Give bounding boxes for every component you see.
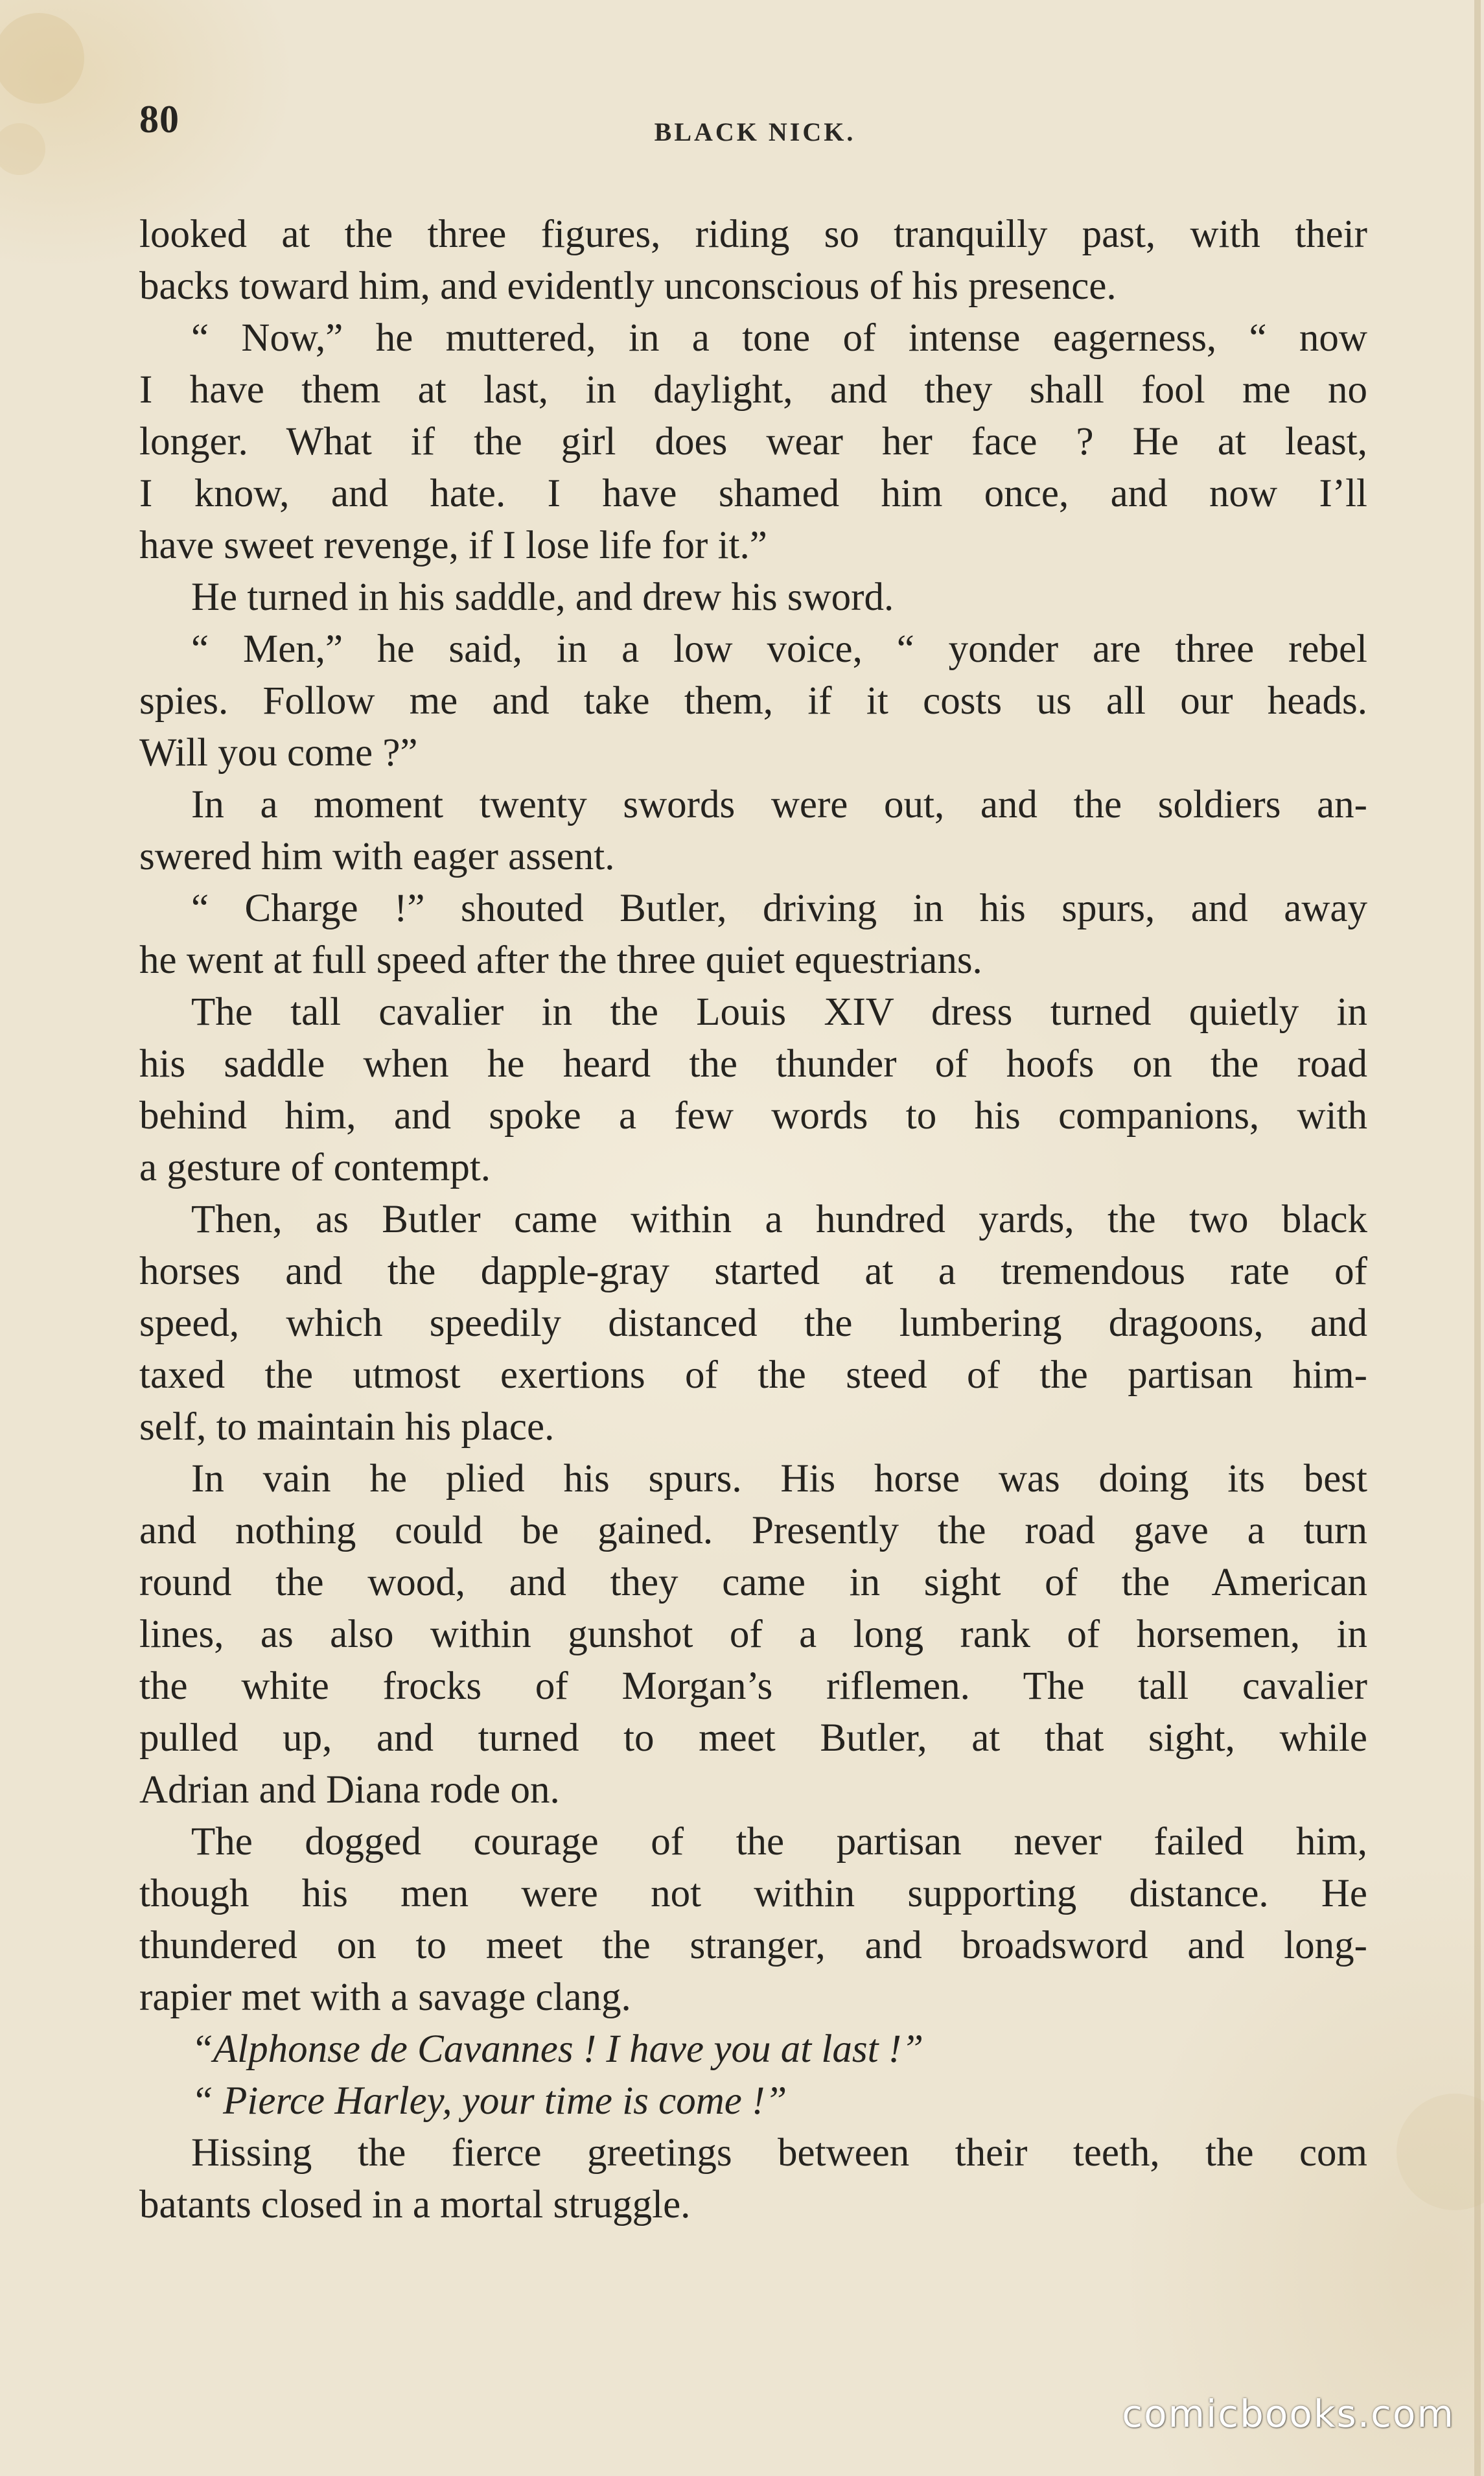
text-line: I have them at last, in daylight, and they shall fool me no bbox=[139, 368, 1367, 412]
text-line: backs toward him, and evidently unconscious of his presence. bbox=[139, 264, 1117, 308]
text-line: a gesture of contempt. bbox=[139, 1146, 491, 1189]
page-number: 80 bbox=[139, 98, 180, 141]
body-text bbox=[139, 209, 1367, 2231]
text-line: have sweet revenge, if I lose life for it.” bbox=[139, 524, 767, 567]
page-header bbox=[139, 97, 1371, 156]
text-line: swered him with eager assent. bbox=[139, 835, 615, 878]
text-line: Will you come ?” bbox=[139, 731, 418, 775]
text-line: “ Now,” he muttered, in a tone of intense eagerness, “ now bbox=[191, 316, 1367, 360]
text-line: speed, which speedily distanced the lumbering dragoons, and bbox=[139, 1302, 1367, 1345]
text-line: behind him, and spoke a few words to his companions, with bbox=[139, 1094, 1367, 1138]
text-line: In a moment twenty swords were out, and the soldiers an- bbox=[191, 783, 1367, 826]
text-line: “Alphonse de Cavannes ! I have you at last !” bbox=[191, 2027, 924, 2071]
text-line: though his men were not within supporting distance. He bbox=[139, 1872, 1367, 1915]
text-line: Hissing the fierce greetings between their teeth, the com bbox=[191, 2131, 1367, 2175]
text-line: looked at the three figures, riding so tranquilly past, with their bbox=[139, 213, 1367, 256]
running-head: BLACK NICK. bbox=[654, 117, 856, 146]
text-line: “ Charge !” shouted Butler, driving in his spurs, and away bbox=[191, 887, 1367, 930]
text-line: taxed the utmost exertions of the steed of the partisan him- bbox=[139, 1353, 1367, 1397]
text-line: horses and the dapple-gray started at a tremendous rate of bbox=[139, 1250, 1367, 1293]
text-line: self, to maintain his place. bbox=[139, 1405, 555, 1449]
watermark: comicbooks.com bbox=[1122, 2392, 1455, 2436]
text-line: lines, as also within gunshot of a long rank of horsemen, in bbox=[139, 1613, 1367, 1656]
text-line: “ Pierce Harley, your time is come !” bbox=[191, 2079, 787, 2123]
text-line: his saddle when he heard the thunder of hoofs on the road bbox=[139, 1042, 1367, 1086]
text-line: rapier met with a savage clang. bbox=[139, 1976, 631, 2019]
text-line: In vain he plied his spurs. His horse was doing its best bbox=[191, 1457, 1367, 1501]
text-line: longer. What if the girl does wear her face ? He at least, bbox=[139, 420, 1367, 463]
text-line: I know, and hate. I have shamed him once, and now I’ll bbox=[139, 472, 1367, 515]
text-line: the white frocks of Morgan’s riflemen. The tall cavalier bbox=[139, 1664, 1367, 1708]
text-line: batants closed in a mortal struggle. bbox=[139, 2183, 691, 2226]
text-line: pulled up, and turned to meet Butler, at that sight, while bbox=[139, 1716, 1367, 1760]
text-line: he went at full speed after the three quiet equestrians. bbox=[139, 939, 982, 982]
text-line: The dogged courage of the partisan never failed him, bbox=[191, 1820, 1367, 1863]
text-line: spies. Follow me and take them, if it costs us all our heads. bbox=[139, 679, 1367, 723]
text-line: and nothing could be gained. Presently the road gave a turn bbox=[139, 1509, 1367, 1552]
text-line: “ Men,” he said, in a low voice, “ yonder are three rebel bbox=[191, 627, 1367, 671]
text-line: Then, as Butler came within a hundred yards, the two black bbox=[191, 1198, 1367, 1241]
text-line: He turned in his saddle, and drew his sword. bbox=[191, 576, 894, 619]
text-line: Adrian and Diana rode on. bbox=[139, 1768, 560, 1812]
text-line: thundered on to meet the stranger, and broadsword and long- bbox=[139, 1924, 1367, 1967]
text-line: round the wood, and they came in sight of the American bbox=[139, 1561, 1367, 1604]
text-line: The tall cavalier in the Louis XIV dress turned quietly in bbox=[191, 990, 1367, 1034]
